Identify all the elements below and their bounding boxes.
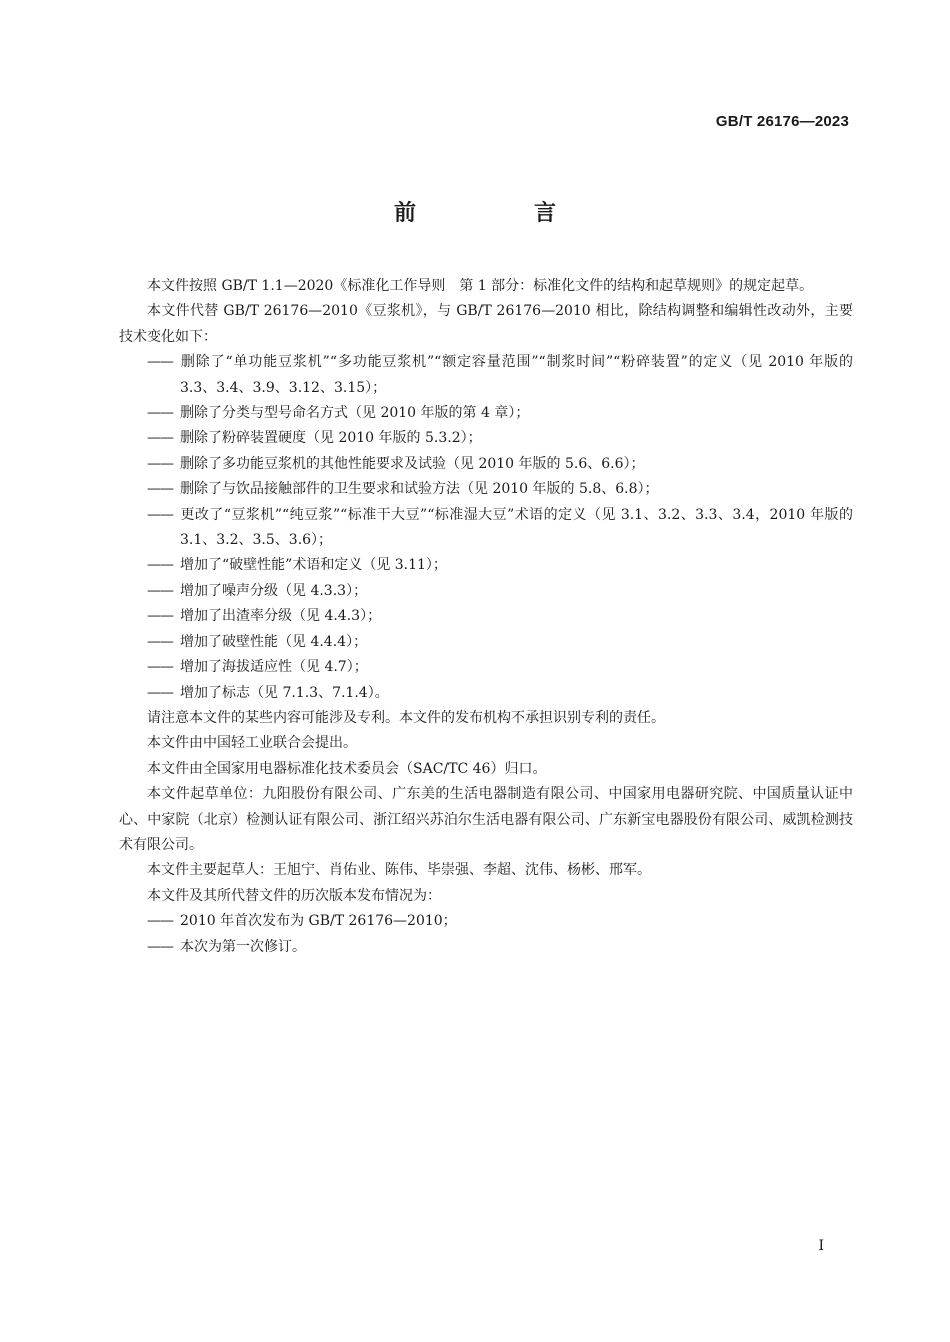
dash-marker: —— [147, 659, 173, 676]
dash-marker: —— [147, 557, 173, 574]
technical-changes-list [119, 350, 853, 706]
list-item [119, 681, 853, 706]
dash-marker: —— [147, 608, 173, 625]
dash-marker: —— [147, 481, 173, 498]
dash-marker: —— [147, 430, 173, 447]
page-number: I [818, 1238, 824, 1254]
list-item [119, 935, 853, 960]
list-item [119, 909, 853, 934]
foreword-body [119, 274, 853, 960]
page-title: 前 言 [393, 201, 604, 226]
list-item-text: 删除了分类与型号命名方式（见 2010 年版的第 4 章）； [180, 405, 530, 422]
dash-marker: —— [147, 582, 173, 599]
list-item-text: 删除了与饮品接触部件的卫生要求和试验方法（见 2010 年版的 5.8、6.8）； [180, 481, 659, 498]
version-history-intro: 本文件及其所代替文件的历次版本发布情况为： [147, 887, 441, 904]
list-item-text: 增加了破壁性能（见 4.4.4）； [180, 633, 368, 650]
list-item-text: 更改了“豆浆机”“纯豆浆”“标准干大豆”“标准湿大豆”术语的定义（见 3.1、3.2、3.3、3.4，2010 年版的 3.1、3.2、3.5、3.6）； [180, 506, 853, 549]
list-item [119, 401, 853, 426]
list-item-text: 2010 年首次发布为 GB/T 26176—2010； [180, 913, 457, 930]
list-item-text: 增加了“破壁性能”术语和定义（见 3.11）； [180, 557, 447, 574]
list-item-text: 增加了标志（见 7.1.3、7.1.4）。 [180, 684, 389, 701]
intro-paragraph: 本文件代替 GB/T 26176—2010《豆浆机》，与 GB/T 26176—2010 相比，除结构调整和编辑性改动外，主要技术变化如下： [119, 303, 853, 345]
list-item-text: 删除了多功能豆浆机的其他性能要求及试验（见 2010 年版的 5.6、6.6）； [180, 455, 645, 472]
dash-marker: —— [147, 913, 173, 930]
list-item [119, 452, 853, 477]
list-item [119, 604, 853, 629]
dash-marker: —— [147, 938, 173, 955]
list-item [119, 553, 853, 578]
list-item [119, 579, 853, 604]
dash-marker: —— [147, 405, 173, 422]
list-item-text: 本次为第一次修订。 [180, 938, 306, 955]
list-item [119, 503, 853, 554]
list-item [119, 426, 853, 451]
dash-marker: —— [147, 506, 173, 523]
intro-paragraph: 本文件按照 GB/T 1.1—2020《标准化工作导则 第 1 部分：标准化文件的结构和起草规则》的规定起草。 [147, 278, 814, 294]
proposer-statement: 本文件由中国轻工业联合会提出。 [147, 735, 357, 752]
list-item-text: 删除了粉碎装置硬度（见 2010 年版的 5.3.2）； [180, 430, 482, 447]
patent-notice: 请注意本文件的某些内容可能涉及专利。本文件的发布机构不承担识别专利的责任。 [147, 709, 665, 726]
dash-marker: —— [147, 455, 173, 472]
list-item-text: 增加了海拔适应性（见 4.7）； [180, 659, 368, 676]
list-item [119, 655, 853, 680]
list-item-text: 删除了“单功能豆浆机”“多功能豆浆机”“额定容量范围”“制浆时间”“粉碎装置”的定义（见 2010 年版的 3.3、3.4、3.9、3.12、3.15）； [180, 354, 853, 396]
standard-code: GB/T 26176—2023 [715, 113, 849, 130]
dash-marker: —— [147, 633, 173, 650]
committee-statement: 本文件由全国家用电器标准化技术委员会（SAC/TC 46）归口。 [147, 760, 547, 777]
dash-marker: —— [147, 354, 173, 371]
drafters: 本文件主要起草人：王旭宁、肖佑业、陈伟、毕崇强、李超、沈伟、杨彬、邢军。 [147, 862, 651, 879]
drafting-organizations: 本文件起草单位：九阳股份有限公司、广东美的生活电器制造有限公司、中国家用电器研究院、中国质量认证中心、中家院（北京）检测认证有限公司、浙江绍兴苏泊尔生活电器有限公司、广东新宝电器股份有限公司、威凯检测技术有限公司。 [119, 786, 853, 853]
list-item [119, 477, 853, 502]
list-item [119, 350, 853, 401]
list-item-text: 增加了噪声分级（见 4.3.3）； [180, 582, 368, 599]
list-item [119, 630, 853, 655]
list-item-text: 增加了出渣率分级（见 4.4.3）； [180, 608, 382, 625]
version-history-list [119, 909, 853, 960]
dash-marker: —— [147, 684, 173, 701]
